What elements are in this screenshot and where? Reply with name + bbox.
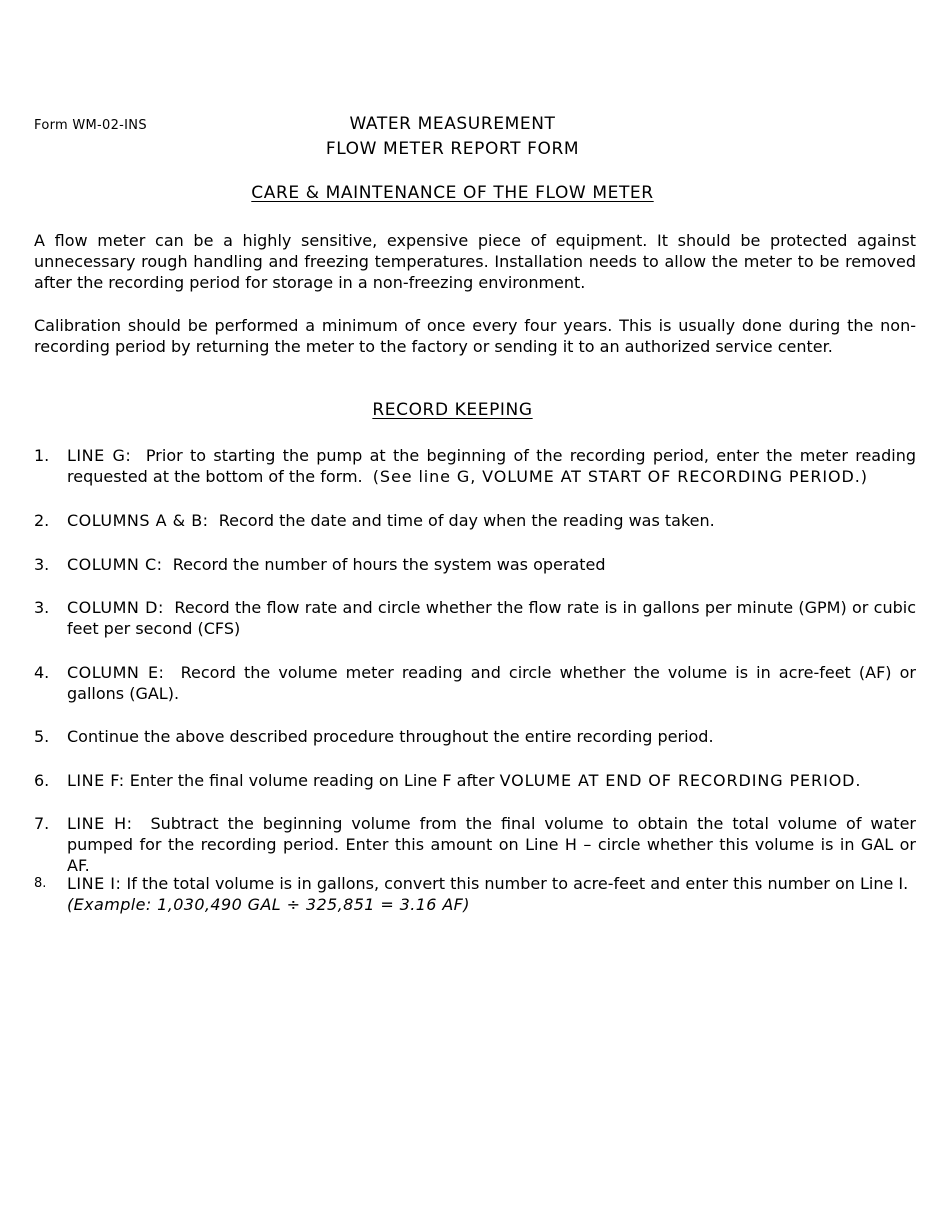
list-number: 7. [34, 814, 50, 833]
list-item-body [67, 554, 916, 575]
form-id: Form WM-02-INS [34, 118, 147, 133]
list-item-label: COLUMN E: [67, 663, 165, 682]
list-item [34, 770, 916, 791]
document-title [0, 112, 905, 162]
list-number: 3. [34, 555, 50, 574]
list-item-label: LINE G: [67, 446, 132, 465]
list-item-text: Record the date and time of day when the reading was taken. [218, 511, 715, 530]
list-item-text: Record the flow rate and circle whether the flow rate is in gallons per minute (GPM) or cubic feet per second (CFS) [67, 598, 916, 638]
list-item [34, 813, 916, 876]
list-item-body [67, 445, 916, 487]
list-item-body [67, 770, 916, 791]
list-item [34, 662, 916, 704]
list-number: 1. [34, 446, 50, 465]
list-item-text: Enter the final volume reading on Line F after [129, 771, 495, 790]
list-item-label: COLUMN D: [67, 598, 164, 617]
list-item-text: Record the number of hours the system was operated [172, 555, 606, 574]
list-item-label: LINE I: [67, 874, 122, 893]
list-item-text: Continue the above described procedure throughout the entire recording period. [67, 727, 714, 746]
list-item-extra: (See line G, VOLUME AT START OF RECORDING PERIOD.) [372, 467, 868, 486]
list-number: 2. [34, 511, 50, 530]
list-item [34, 597, 916, 639]
list-item [34, 510, 916, 531]
list-item-label: COLUMN C: [67, 555, 163, 574]
list-item-label: COLUMNS A & B: [67, 511, 209, 530]
list-number: 8. [34, 876, 47, 891]
care-paragraph-2: Calibration should be performed a minimum of once every four years. This is usually done during the non-recording period by returning the meter to the factory or sending it to an authorized service center. [34, 316, 916, 356]
list-item-body [67, 662, 916, 704]
list-item-text: Prior to starting the pump at the beginning of the recording period, enter the meter reading requested at the bottom of the form. [67, 446, 916, 486]
list-item-body [67, 813, 916, 876]
list-item-body [67, 597, 916, 639]
list-item-body [67, 510, 916, 531]
list-item-body [67, 726, 916, 747]
list-number: 3. [34, 598, 50, 617]
conversion-example: (Example: 1,030,490 GAL ÷ 325,851 = 3.16 AF) [67, 895, 470, 914]
list-item-extra: VOLUME AT END OF RECORDING PERIOD. [499, 771, 862, 790]
list-item-body [67, 873, 916, 915]
care-paragraph-1: A flow meter can be a highly sensitive, expensive piece of equipment. It should be protected against unnecessary rough handling and freezing temperatures. Installation needs to allow the meter to be removed after the recording period for storage in a non-freezing environment. [34, 231, 916, 292]
list-item [34, 873, 916, 915]
list-number: 4. [34, 663, 50, 682]
list-item-label: LINE F: [67, 771, 125, 790]
list-item [34, 554, 916, 575]
list-number: 5. [34, 727, 50, 746]
record-keeping-heading: RECORD KEEPING [372, 400, 533, 420]
list-item-text: Subtract the beginning volume from the final volume to obtain the total volume of water pumped for the recording period. Enter this amount on Line H – circle whether this volume is in GAL or AF. [67, 814, 917, 875]
list-item [34, 726, 916, 747]
title-line-1: WATER MEASUREMENT [349, 114, 556, 134]
list-item [34, 445, 916, 487]
title-line-2: FLOW METER REPORT FORM [325, 139, 580, 159]
list-item-label: LINE H: [67, 814, 133, 833]
list-number: 6. [34, 771, 50, 790]
list-item-text: Record the volume meter reading and circle whether the volume is in acre-feet (AF) or gallons (GAL). [67, 663, 917, 703]
care-maintenance-heading: CARE & MAINTENANCE OF THE FLOW METER [251, 183, 654, 203]
list-item-text: If the total volume is in gallons, convert this number to acre-feet and enter this number on Line I. [126, 874, 909, 893]
